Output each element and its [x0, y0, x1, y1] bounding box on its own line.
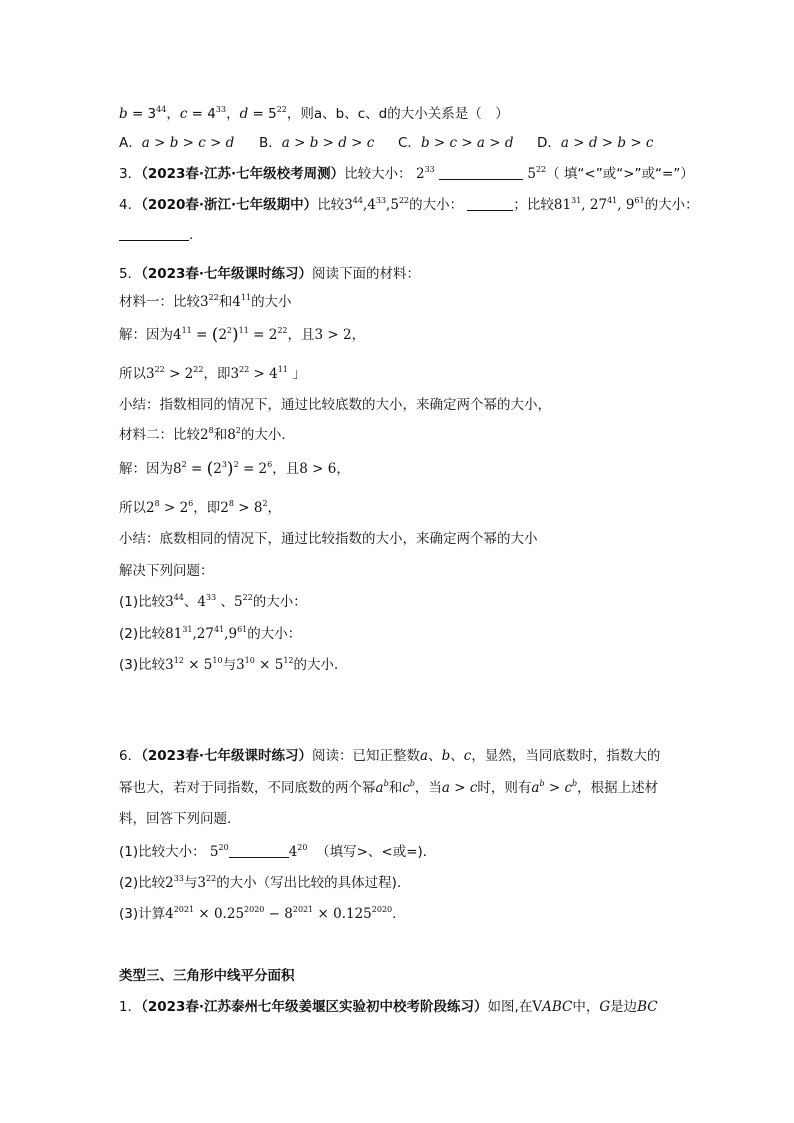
question-6: 6．（2023春·七年级课时练习）阅读：已知正整数a、b、c，显然，当同底数时，指数大的	[119, 748, 661, 764]
option-c[interactable]: C．b > c > a > d	[398, 135, 514, 151]
question-5: 5．（2023春·七年级课时练习）阅读下面的材料：	[119, 266, 421, 282]
question-1-type-3: 1．（2023春·江苏泰州七年级姜堰区实验初中校考阶段练习）如图,在VABC中，G是边BC	[119, 999, 658, 1015]
q4-answer-line-2: .	[119, 225, 193, 245]
q5-solution-2: 解：因为$8^2 = (2^3)^2 = 2^6$，且8 > 6，	[119, 459, 350, 479]
option-a[interactable]: A．a > b > c > d	[119, 135, 235, 151]
option-d[interactable]: D．a > d > b > c	[537, 135, 654, 151]
q5-part-2: (2)比较$81^{31},27^{41},9^{61}$的大小：	[119, 625, 302, 642]
q5-conclusion-2: 所以$2^8 > 2^6$，即$2^8 > 8^2$，	[119, 499, 282, 516]
q4-answer-blank-2[interactable]	[119, 226, 189, 241]
q5-solution-1: 解：因为$4^{11} = (2^2)^{11} = 2^{22}$，且3 > 2，	[119, 325, 366, 345]
q5-part-1: (1)比较$3^{44}$、$4^{33}$ 、$5^{22}$的大小：	[119, 593, 307, 610]
prev-question-stem: $b = 3^{44}$，$c = 4^{33}$，$d = 5^{22}$，则a、b、c、d的大小关系是（ ）	[119, 105, 509, 122]
option-b[interactable]: B．a > b > d > c	[259, 135, 375, 151]
q6-part-2: (2)比较$2^{33}$与$3^{22}$的大小（写出比较的具体过程)．	[119, 874, 411, 891]
q5-solve-these: 解决下列问题：	[119, 563, 214, 579]
q5-conclusion-1: 所以$3^{22} > 2^{22}$，即$3^{22} > 4^{11}$ 」	[119, 365, 306, 382]
q5-summary-1: 小结：指数相同的情况下，通过比较底数的大小，来确定两个幂的大小，	[119, 397, 551, 413]
q3-answer-blank[interactable]	[439, 165, 523, 180]
q5-material-2: 材料二：比较$2^8$和$8^2$的大小．	[119, 426, 295, 443]
q5-summary-2: 小结：底数相同的情况下，通过比较指数的大小，来确定两个幂的大小	[119, 531, 538, 547]
q5-material-1: 材料一：比较$3^{22}$和$4^{11}$的大小	[119, 293, 292, 310]
question-4: 4．（2020春·浙江·七年级期中）比较$3^{44},4^{33},5^{22}$的大小： ；比较$81^{31}$, $27^{41}$, $9^{61}$的大小：	[119, 196, 699, 213]
q6-answer-blank[interactable]	[229, 843, 289, 858]
q6-line-3: 料，回答下列问题．	[119, 811, 241, 827]
question-3: 3．（2023春·江苏·七年级校考周测）比较大小： $2^{33}$ $5^{22}$（ 填“<”或“>”或“=”）	[119, 165, 694, 182]
q4-answer-blank-1[interactable]	[467, 196, 513, 211]
q5-part-3: (3)比较$3^{12} \times 5^{10}$与$3^{10} \times 5^{12}$的大小．	[119, 656, 348, 673]
section-heading-type-3: 类型三、三角形中线平分面积	[119, 968, 295, 984]
q6-line-2: 幂也大，若对于同指数，不同底数的两个幂$a^b$和$c^b$，当a > c时，则有$a^b > c^b$，根据上述材	[119, 779, 659, 796]
q6-part-1: (1)比较大小： $5^{20}$ $4^{20}$ （填写>、<或=)．	[119, 843, 437, 860]
q6-part-3: (3)计算$4^{2021} \times 0.25^{2020} - 8^{2021} \times 0.125^{2020}$．	[119, 905, 406, 922]
